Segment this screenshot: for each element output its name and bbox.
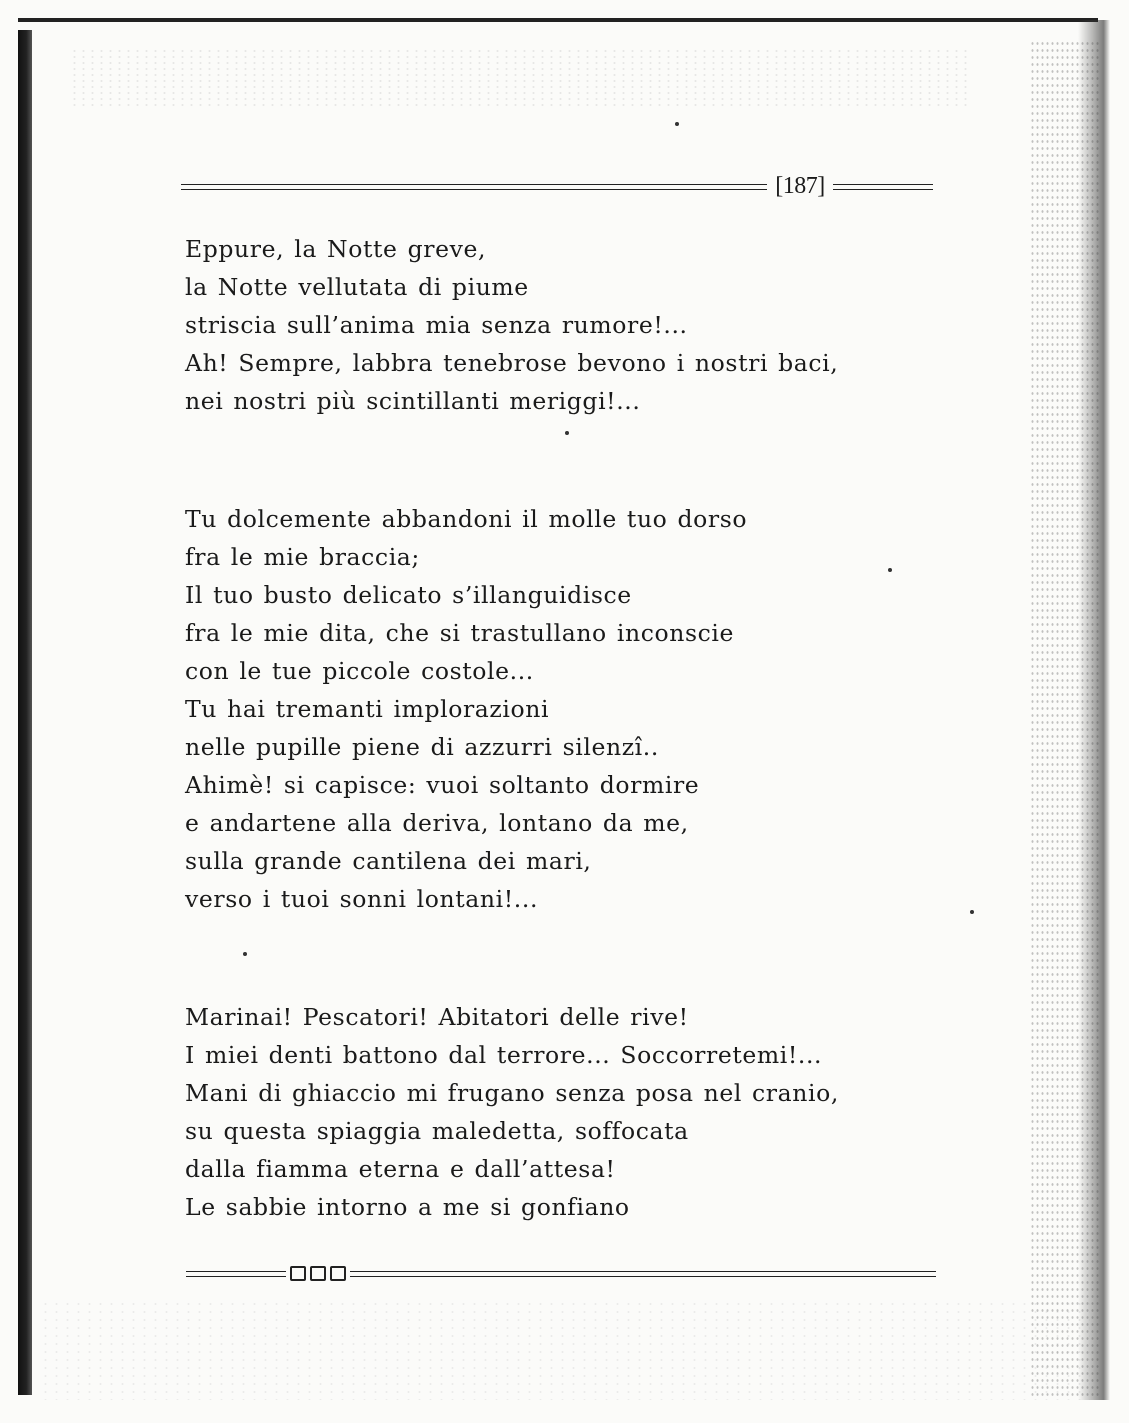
- poem-line: e andartene alla deriva, lontano da me,: [185, 809, 689, 837]
- scan-noise-bottom: [40, 1300, 1090, 1400]
- stanza-2: [185, 500, 905, 918]
- header-rule-right: [833, 184, 933, 190]
- page-header: [181, 170, 933, 202]
- poem-line: striscia sull’anima mia senza rumore!...: [185, 311, 688, 339]
- speck: [675, 122, 679, 126]
- speck: [565, 431, 569, 435]
- stanza-1: [185, 230, 905, 420]
- poem-line: Ahimè! si capisce: vuoi soltanto dormire: [185, 771, 700, 799]
- page-edge-top: [18, 18, 1098, 22]
- poem-line: fra le mie braccia;: [185, 543, 420, 571]
- footer-rule-right: [350, 1271, 936, 1277]
- ornament-box-icon: [330, 1266, 346, 1281]
- poem-line: la Notte vellutata di piume: [185, 273, 529, 301]
- poem-line: nei nostri più scintillanti meriggi!...: [185, 387, 641, 415]
- scan-noise-top: [70, 48, 970, 108]
- poem-line: Tu dolcemente abbandoni il molle tuo dorso: [185, 505, 748, 533]
- ornament-box-icon: [290, 1266, 306, 1281]
- poem-line: verso i tuoi sonni lontani!...: [185, 885, 539, 913]
- page-edge-right: [1078, 20, 1110, 1400]
- poem-line: con le tue piccole costole...: [185, 657, 534, 685]
- poem-line: su questa spiaggia maledetta, soffocata: [185, 1117, 689, 1145]
- poem-line: Tu hai tremanti implorazioni: [185, 695, 550, 723]
- page-footer: [186, 1266, 936, 1286]
- poem-line: fra le mie dita, che si trastullano inconscie: [185, 619, 735, 647]
- speck: [970, 910, 974, 914]
- poem-line: dalla fiamma eterna e dall’attesa!: [185, 1155, 616, 1183]
- poem-line: Ah! Sempre, labbra tenebrose bevono i nostri baci,: [185, 349, 839, 377]
- poem-line: Eppure, la Notte greve,: [185, 235, 487, 263]
- poem-line: sulla grande cantilena dei mari,: [185, 847, 592, 875]
- footer-ornament: [290, 1266, 346, 1282]
- poem-line: I miei denti battono dal terrore... Soccorretemi!...: [185, 1041, 823, 1069]
- poem-line: Il tuo busto delicato s’illanguidisce: [185, 581, 632, 609]
- footer-rule-left: [186, 1271, 286, 1277]
- ornament-box-icon: [310, 1266, 326, 1281]
- poem-line: Mani di ghiaccio mi frugano senza posa nel cranio,: [185, 1079, 839, 1107]
- poem-line: nelle pupille piene di azzurri silenzî..: [185, 733, 659, 761]
- page-number: [187]: [775, 173, 825, 199]
- poem-line: Le sabbie intorno a me si gonfiano: [185, 1193, 630, 1221]
- speck: [243, 952, 247, 956]
- stanza-3: [185, 998, 905, 1226]
- poem-line: Marinai! Pescatori! Abitatori delle rive!: [185, 1003, 689, 1031]
- page-edge-left: [18, 30, 32, 1395]
- header-rule-left: [181, 184, 767, 190]
